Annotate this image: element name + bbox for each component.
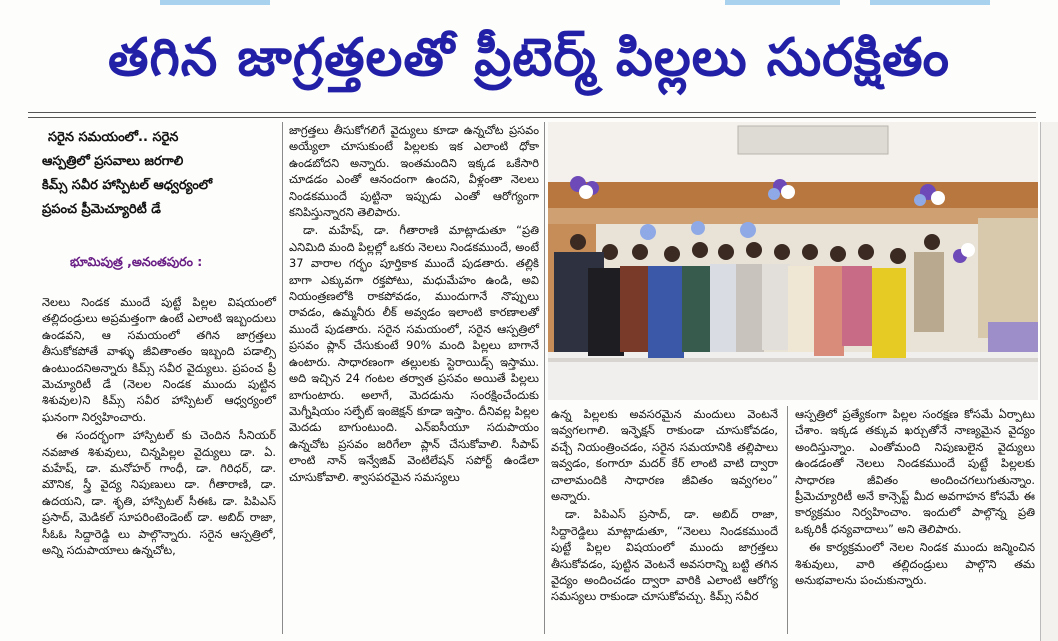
paragraph: ఆస్పత్రిలో ప్రత్యేకంగా పిల్లల సంరక్షణ కోసమే ఏర్పాటు చేశాం. ఇక్కడ తక్కువ ఖర్చుతోనే నాణ్యమైన వైద్యం అందిస్తున్నాం. ఎంతోమంది నిపుణులైన వైద్యులు ఉండడంతో నెలలు నిండకముందే పుట్టే పిల్లలకు సాధారణ జీవితం అందించగలుగుతున్నాం. ప్రీమెచ్యూరిటీ అనే కాన్సెప్ట్ మీద అవగాహన కోసమే ఈ కార్యక్రమం నిర్వహించాం. ఇందులో పాల్గొన్న ప్రతి ఒక్కరికీ ధన్యవాదాలు” అని తెలిపారు. bbox=[795, 407, 1035, 536]
event-group-photo bbox=[548, 122, 1038, 400]
article-column-2 bbox=[289, 122, 539, 487]
column-divider bbox=[787, 406, 788, 634]
paragraph: ఉన్న పిల్లలకు అవసరమైన మందులు వెంటనే ఇవ్వగలగాలి. ఇన్ఫెక్షన్ రాకుండా చూసుకోవడం, వచ్చే నియంత్రించడం, సరైన సమయానికి తల్లిపాలు ఇవ్వడం, కంగారూ మదర్ కేర్ లాంటి వాటి ద్వారా చాలామందికి సాధారణ జీవితం ఇవ్వగలం” అన్నారు. bbox=[551, 407, 778, 504]
headline-rule-bottom bbox=[28, 117, 1036, 118]
byline: భూమిపుత్ర ,అనంతపురం : bbox=[70, 254, 203, 269]
column-divider bbox=[544, 122, 545, 634]
kicker-line: కిమ్స్ సవీర హాస్పిటల్ ఆధ్వర్యంలో bbox=[42, 178, 213, 193]
paragraph: డా. మహేష్, డా. గీతారాణి మాట్లాడుతూ “ప్రతి ఎనిమిది మంది పిల్లల్లో ఒకరు నెలలు నిండకముందే, అంటే 37 వారాల గర్భం పూర్తికాక ముందే పుడతారు. తల్లికి బాగా ఎక్కువగా రక్తపోటు, మధుమేహం ఉండి, అవి నియంత్రణలోకి రాకపోవడం, ముందుగానే నొప్పులు రావడం, ఉమ్మనీరు లీక్ అవ్వడం ఇలాంటి కారణాలతో ముందే పుడతారు. సరైన సమయంలో, సరైన ఆస్పత్రిలో ప్రసవం ప్లాన్ చేసుకుంటే 90% మంది పిల్లలు బాగానే ఉంటారు. సాధారణంగా తల్లులకు స్టెరాయిడ్స్ ఇస్తాము. అది ఇచ్చిన 24 గంటల తర్వాత ప్రసవం అయితే పిల్లలు బాగుంటారు. అలాగే, మెదడును సంరక్షించేందుకు మెగ్నీషియం సల్ఫేట్ ఇంజెక్షన్ కూడా ఇస్తాం. దీనివల్ల పిల్లల మెదడు బాగుంటుంది. ఎన్ఐసీయూ సదుపాయం ఉన్నచోట ప్రసవం జరిగేలా ప్లాన్ చేసుకోవాలి. సీపాప్ లాంటి నాన్ ఇన్వేజివ్ వెంటిలేషన్ సపోర్ట్ ఉండేలా చూసుకోవాలి. శ్వాసపరమైన సమస్యలు bbox=[289, 223, 539, 484]
paragraph: ఈ సందర్భంగా హాస్పిటల్ కు చెందిన సీనియర్ నవజాత శిశువులు, చిన్నపిల్లల వైద్యులు డా. ఏ. మహేష్, డా. మనోహర్ గాంధీ, డా. గిరిధర్, డా. మౌనిక, స్త్రీ వైద్య నిపుణులు డా. గీతారాణి, డా. ఉదయని, డా. శృతి, హాస్పిటల్ సీఈఓ డా. పిపిఎస్ ప్రసాద్, మెడికల్ సూపరింటెండెంట్ డా. అబిద్ రాజా, సీఓఓ సిద్దారెడ్డి లు పాల్గొన్నారు. సరైన ఆస్పత్రిలో, అన్ని సదుపాయాలు ఉన్నచోట, bbox=[42, 428, 276, 558]
headline: తగిన జాగ్రత్తలతో ప్రీటెర్మ్ పిల్లలు సురక్షితం bbox=[108, 28, 950, 88]
article-column-3 bbox=[551, 406, 778, 607]
column-divider bbox=[282, 122, 283, 634]
headline-rule-top bbox=[28, 112, 1036, 113]
paragraph: ఈ కార్యక్రమంలో నెలల నిండక ముందు జన్మించిన శిశువులు, వారి తల్లిదండ్రులు పాల్గొని తమ అనుభవాలను పంచుకున్నారు. bbox=[795, 540, 1035, 588]
article-column-1 bbox=[42, 294, 276, 561]
kicker bbox=[42, 126, 276, 222]
top-color-bar bbox=[0, 0, 1058, 6]
paragraph: జాగ్రత్తలు తీసుకోగలిగే వైద్యులు కూడా ఉన్నచోట ప్రసవం అయ్యేలా చూసుకుంటే పిల్లలకు ఇక ఎలాంటి ధోకా ఉండబోదని అన్నారు. ఇంతమందిని ఇక్కడ ఒకేసారి చూడడం ఎంతో ఆనందంగా ఉందని, వీళ్లంతా నెలలు నిండకముందే పుట్టినా ఇప్పుడు ఎంతో ఆరోగ్యంగా కనిపిస్తున్నారని తెలిపారు. bbox=[289, 123, 539, 220]
article-column-4 bbox=[795, 406, 1035, 590]
paragraph: డా. పిపిఎస్ ప్రసాద్, డా. అబిద్ రాజా, సిద్దారెడ్డిలు మాట్లాడుతూ, “నెలలు నిండకముందే పుట్టే పిల్లల విషయంలో ముందు జాగ్రత్తలు తీసుకోవడం, పుట్టిన వెంటనే అవసరాన్ని బట్టి తగిన వైద్యం అందించడం ద్వారా వారికి ఎలాంటి ఆరోగ్య సమస్యలు రాకుండా చూసుకోవచ్చు. కిమ్స్ సవీర bbox=[551, 507, 778, 604]
kicker-line: సరైన సమయంలో.. సరైన bbox=[48, 130, 179, 145]
kicker-line: ప్రపంచ ప్రీమెచ్యూరిటీ డే bbox=[42, 202, 161, 217]
group-photo-illustration bbox=[548, 122, 1038, 400]
adjacent-article-edge bbox=[1040, 122, 1058, 641]
kicker-line: ఆస్పత్రిలో ప్రసవాలు జరగాలి bbox=[42, 154, 184, 169]
paragraph: నెలలు నిండక ముందే పుట్టే పిల్లల విషయంలో తల్లిదండ్రులు అప్రమత్తంగా ఉంటే ఎలాంటి ఇబ్బందులు ఉండవని, ఆ సమయంలో తగిన జాగ్రత్తలు తీసుకోకపోతే వాళ్ళు జీవితాంతం ఇబ్బంది పడాల్సి ఉంటుందనిఅన్నారు కిమ్స్ సవీర వైద్యులు. ప్రపంచ ప్రీ మెచ్యూరిటీ డే (నెలల నిండక ముందు పుట్టిన శిశువుల)ని కిమ్స్ సవీర హాస్పిటల్ ఆధ్వర్యంలో ఘనంగా నిర్వహించారు. bbox=[42, 295, 276, 424]
